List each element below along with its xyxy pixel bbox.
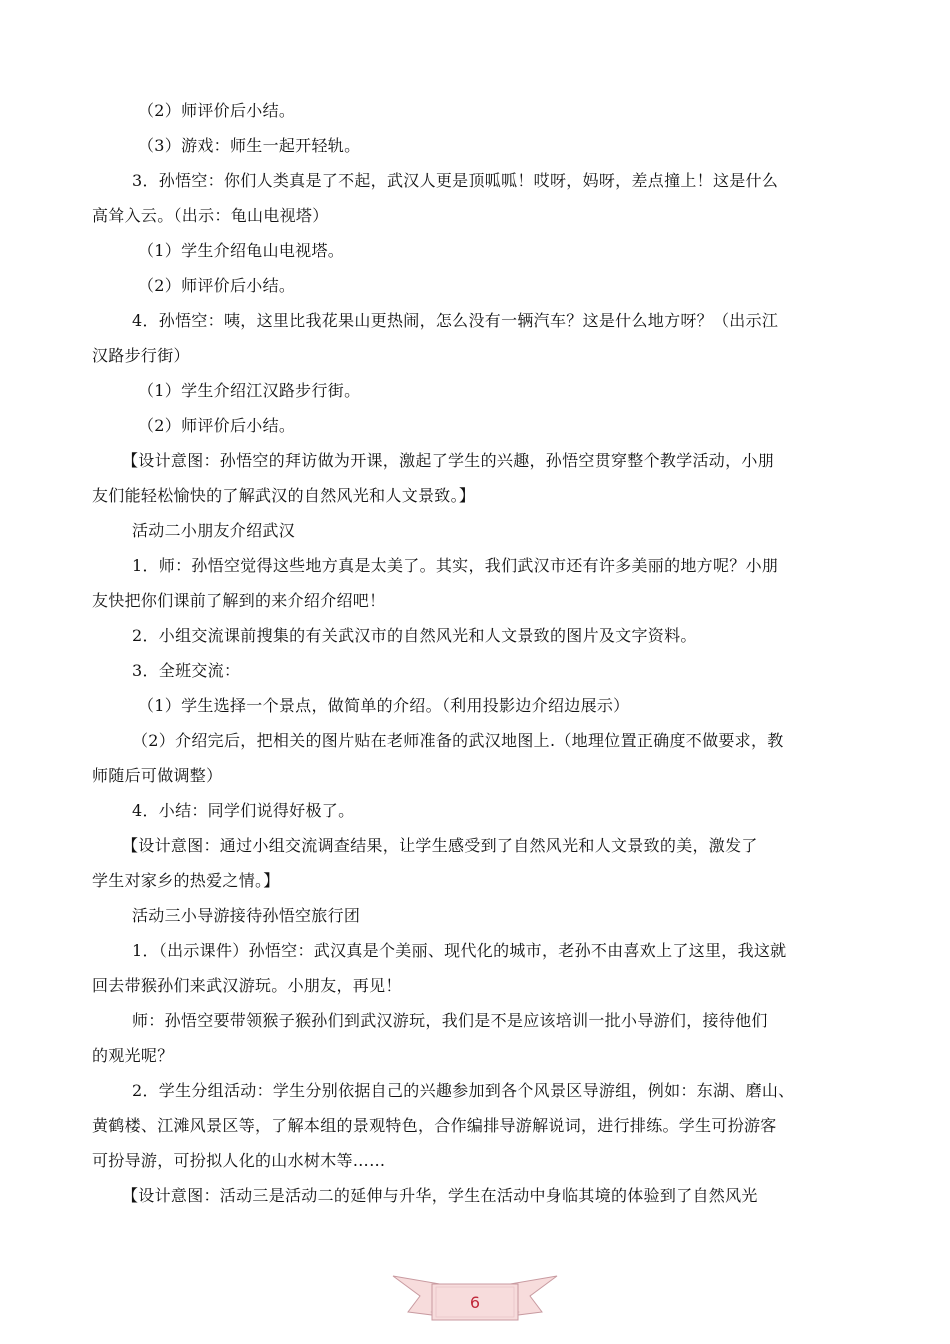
text-line: 的观光呢？	[92, 1046, 174, 1065]
text-line: （1）学生选择一个景点，做简单的介绍。（利用投影边介绍边展示）	[138, 696, 630, 715]
text-line: （2）师评价后小结。	[138, 101, 296, 120]
text-line: 回去带猴孙们来武汉游玩。小朋友，再见！	[92, 976, 402, 995]
page-footer	[0, 1272, 950, 1332]
text-line: 学生对家乡的热爱之情。】	[92, 871, 280, 890]
text-line: 师：孙悟空要带领猴子猴孙们到武汉游玩，我们是不是应该培训一批小导游们，接待他们	[132, 1011, 768, 1030]
text-line: 2．学生分组活动：学生分别依据自己的兴趣参加到各个风景区导游组，例如：东湖、磨山、	[132, 1081, 795, 1100]
text-line: 1．师：孙悟空觉得这些地方真是太美了。其实，我们武汉市还有许多美丽的地方呢？小朋	[132, 556, 779, 575]
text-line: （2）师评价后小结。	[138, 416, 296, 435]
text-line: （2）介绍完后，把相关的图片贴在老师准备的武汉地图上.（地理位置正确度不做要求，教	[132, 731, 784, 750]
text-line: 3．孙悟空：你们人类真是了不起，武汉人更是顶呱呱！哎呀，妈呀，差点撞上！这是什么	[132, 171, 779, 190]
text-line: 可扮导游，可扮拟人化的山水树木等……	[92, 1151, 386, 1170]
text-line: 【设计意图：通过小组交流调查结果，让学生感受到了自然风光和人文景致的美，激发了	[122, 836, 758, 855]
text-line: 【设计意图：活动三是活动二的延伸与升华，学生在活动中身临其境的体验到了自然风光	[122, 1186, 758, 1205]
page-number: 6	[469, 1293, 481, 1312]
text-line: （1）学生介绍江汉路步行街。	[138, 381, 361, 400]
text-line: 3．全班交流：	[132, 661, 241, 680]
text-line: 2．小组交流课前搜集的有关武汉市的自然风光和人文景致的图片及文字资料。	[132, 626, 697, 645]
text-line: 4．孙悟空：咦，这里比我花果山更热闹，怎么没有一辆汽车？这是什么地方呀？（出示江	[132, 311, 779, 330]
text-line: 活动二小朋友介绍武汉	[132, 521, 296, 540]
text-line: 活动三小导游接待孙悟空旅行团	[132, 906, 361, 925]
text-line: （2）师评价后小结。	[138, 276, 296, 295]
text-line: 4．小结：同学们说得好极了。	[132, 801, 355, 820]
document-body	[92, 93, 862, 1213]
text-line: 【设计意图：孙悟空的拜访做为开课，激起了学生的兴趣，孙悟空贯穿整个教学活动，小朋	[122, 451, 775, 470]
text-line: 1．（出示课件）孙悟空：武汉真是个美丽、现代化的城市，老孙不由喜欢上了这里，我这就	[132, 941, 787, 960]
text-line: 友快把你们课前了解到的来介绍介绍吧！	[92, 591, 386, 610]
text-line: 高耸入云。（出示：龟山电视塔）	[92, 206, 329, 225]
text-line: 友们能轻松愉快的了解武汉的自然风光和人文景致。】	[92, 486, 476, 505]
text-line: （1）学生介绍龟山电视塔。	[138, 241, 345, 260]
text-line: 黄鹤楼、江滩风景区等，了解本组的景观特色，合作编排导游解说词，进行排练。学生可扮游客	[92, 1116, 777, 1135]
text-line: 汉路步行街）	[92, 346, 190, 365]
text-line: 师随后可做调整）	[92, 766, 223, 785]
text-line: （3）游戏：师生一起开轻轨。	[138, 136, 361, 155]
